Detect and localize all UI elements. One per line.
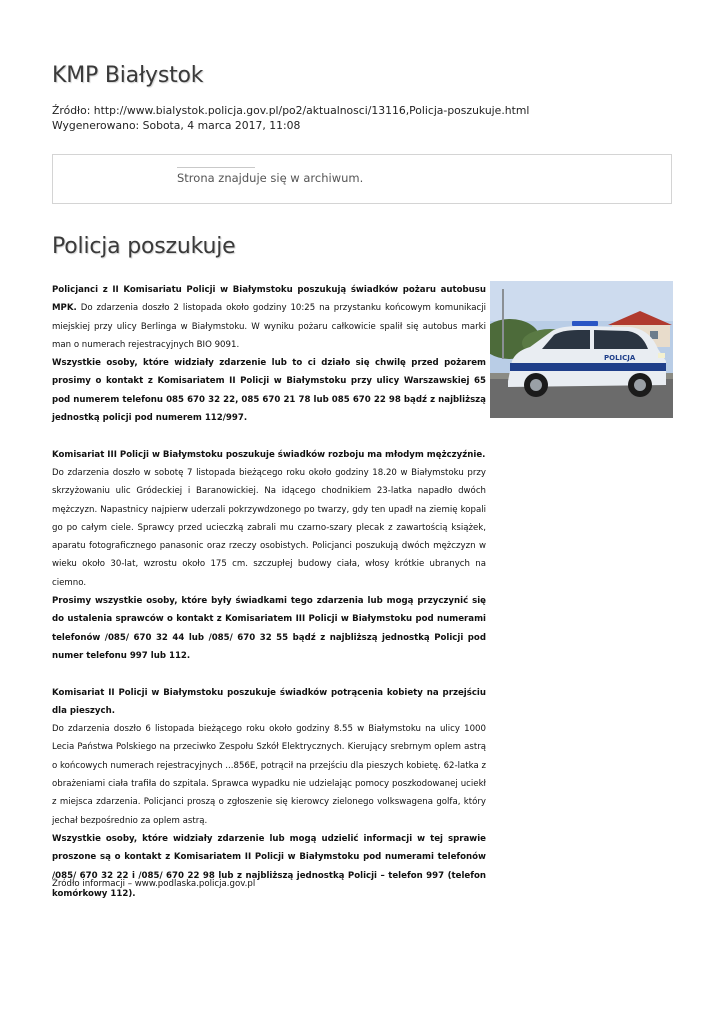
site-title: KMP Białystok xyxy=(52,63,204,88)
article-body xyxy=(52,281,486,903)
source-url-line: Źródło: http://www.bialystok.policja.gov.pl/po2/aktualnosci/13116,Policja-poszukuje.html xyxy=(52,104,530,117)
police-car-photo xyxy=(490,281,673,418)
section-1 xyxy=(52,281,486,354)
section-3-lead: Komisariat II Policji w Białymstoku poszukuje świadków potrącenia kobiety na przejściu dla pieszych. xyxy=(52,687,486,716)
article-title: Policja poszukuje xyxy=(52,234,236,259)
section-1-appeal: Wszystkie osoby, które widziały zdarzenie lub to ci działo się chwilę przed pożarem prosimy o kontakt z Komisariatem II Policji w Białymstoku przy ulicy Warszawskiej 65 pod numerem telefonu 085 670 32 22, 085 670 21 78 lub 085 670 22 98 bądź z najbliższą jednostką policji pod numerem 112/997. xyxy=(52,358,486,424)
document-meta xyxy=(52,103,529,133)
generated-date-line: Wygenerowano: Sobota, 4 marca 2017, 11:08 xyxy=(52,119,301,132)
archive-notice-box xyxy=(52,154,672,204)
section-1-body: Do zdarzenia doszło 2 listopada około godziny 10:25 na przystanku końcowym komunikacji miejskiej przy ulicy Berlinga w Białymstoku. W wyniku pożaru całkowicie spalił się autobus marki man o numerach rejestracyjnych BIO 9091. xyxy=(52,303,486,350)
section-2-appeal: Prosimy wszystkie osoby, które były świadkami tego zdarzenia lub mogą przyczynić się do ustalenia sprawców o kontakt z Komisariatem III Policji w Białymstoku pod numerami telefonów /085/ 670 32 44 lub /085/ 670 32 55 bądź z najbliższą jednostką Policji pod numer telefonu 997 lub 112. xyxy=(52,596,486,661)
paragraph-spacer xyxy=(52,427,486,445)
section-3-body: Do zdarzenia doszło 6 listopada bieżącego roku około godziny 8.55 w Białymstoku na ulicy 1000 Lecia Państwa Polskiego na przeciwko Zespołu Szkół Elektrycznych. Kierujący srebrnym oplem astrą o końcowych numerach rejestracyjnych ...856E, potrącił na przejściu dla pieszych kobietę. 62-latka z obrażeniami ciała trafiła do szpitala. Sprawca wypadku nie udzielając pomocy poszkodowanej uciekł z miejsca zdarzenia. Policjanci proszą o zgłoszenie się kierowcy zielonego volkswagena golfa, który jechał bezpośrednio za oplem astrą. xyxy=(52,724,486,826)
archive-notice-text: Strona znajduje się w archiwum. xyxy=(177,171,364,185)
section-3-appeal: Wszystkie osoby, które widziały zdarzenie lub mogą udzielić informacji w tej sprawie proszone są o kontakt z Komisariatem II Policji w Białymstoku pod numerami telefonów /085/ 670 32 22 i /085/ 670 22 98 lub z najbliższą jednostką Policji – telefon 997 (telefon komórkowy 112). xyxy=(52,833,486,899)
info-source: Źródło informacji – www.podlaska.policja.gov.pl xyxy=(52,879,256,889)
section-1-lead: Policjanci z II Komisariatu Policji w Białymstoku poszukują świadków pożaru autobusu MPK. xyxy=(52,285,486,314)
vehicle-label: POLICJA xyxy=(604,354,636,362)
paragraph-spacer xyxy=(52,665,486,683)
archive-notice-divider xyxy=(177,167,255,168)
section-2-lead: Komisariat III Policji w Białymstoku poszukuje świadków rozboju ma młodym mężczyźnie. xyxy=(52,449,486,460)
section-2-body: Do zdarzenia doszło w sobotę 7 listopada bieżącego roku około godziny 18.20 w Białymstoku przy skrzyżowaniu ulic Gródeckiej i Baranowickiej. Na idącego chodnikiem 23-latka napadło dwóch mężczyzn. Napastnicy najpierw uderzali pokrzywdzonego po twarzy, gdy ten upadł na ziemię kopali go po całym ciele. Sprawcy przed ucieczką zabrali mu czarno-szary plecak z zawartością książek, aparatu fotograficznego panasonic oraz rzeczy osobistych. Policjanci poszukują dwóch mężczyzn w wieku około 30-lat, wzrostu około 175 cm. szczupłej budowy ciała, włosy krótkie ubranych na ciemno. xyxy=(52,467,486,588)
